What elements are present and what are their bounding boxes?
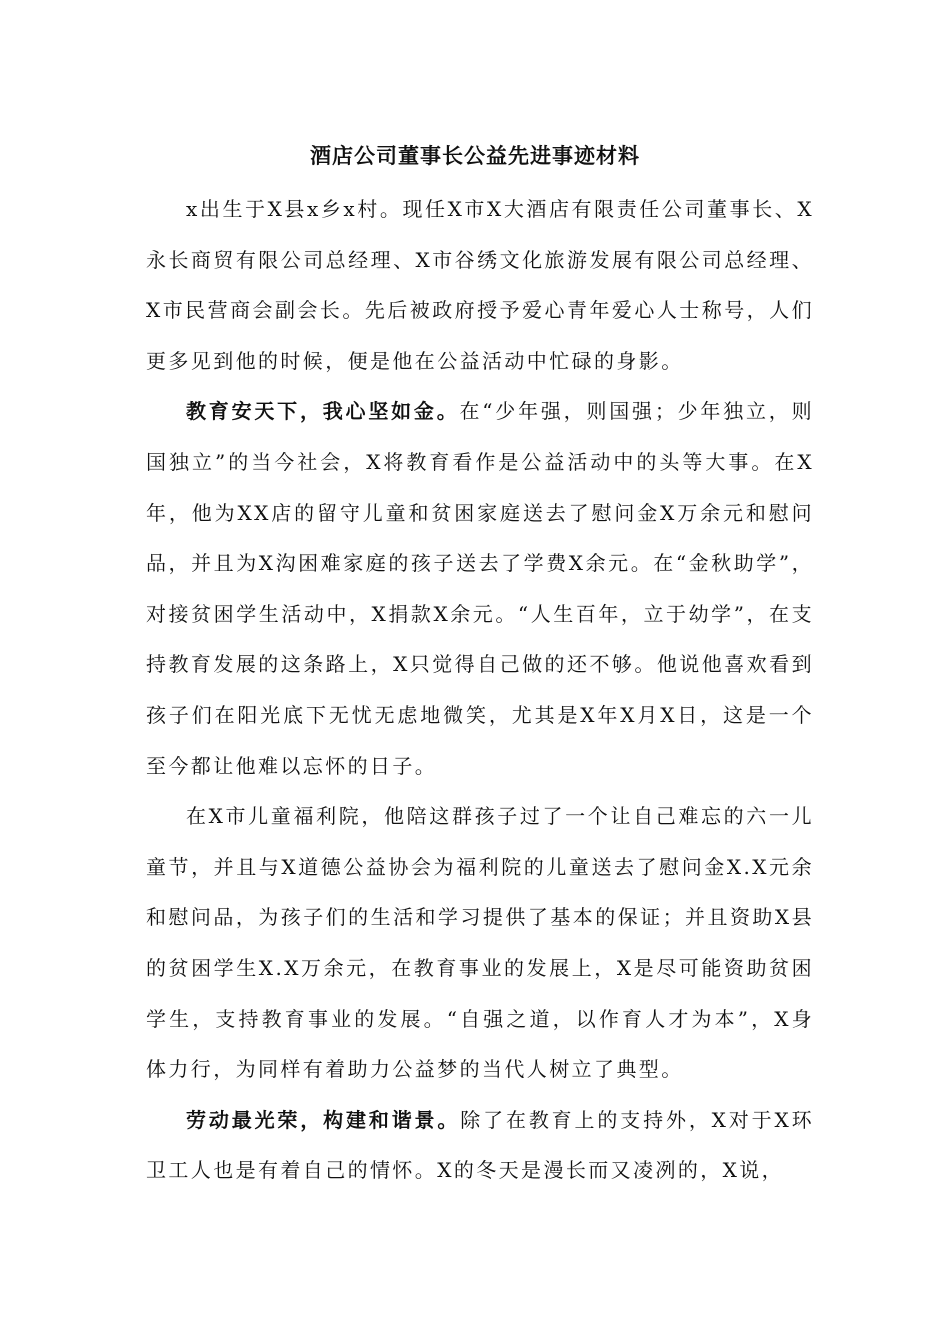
- document-title: 酒店公司董事长公益先进事迹材料: [310, 143, 640, 168]
- paragraph-lead: 教育安天下，我心坚如金。: [186, 399, 460, 424]
- paragraph-intro: [146, 184, 814, 386]
- paragraph-lead: 劳动最光荣，构建和谐景。: [186, 1107, 461, 1132]
- paragraph-text: x出生于X县x乡x村。现任X市X大酒店有限责任公司董事长、X永长商贸有限公司总经理、X市谷绣文化旅游发展有限公司总经理、X市民营商会副会长。先后被政府授予爱心青年爱心人士称号，人们更多见到他的时候，便是他在公益活动中忙碌的身影。: [146, 197, 814, 373]
- document-body: [146, 184, 814, 1196]
- paragraph-labor: [146, 1095, 814, 1196]
- paragraph-welfare: [146, 791, 814, 1095]
- paragraph-text: 在X市儿童福利院，他陪这群孩子过了一个让自己难忘的六一儿童节，并且与X道德公益协会为福利院的儿童送去了慰问金X.X元余和慰问品，为孩子们的生活和学习提供了基本的保证；并且资助X县的贫困学生X.X万余元，在教育事业的发展上，X是尽可能资助贫困学生，支持教育事业的发展。“自强之道，以作育人才为本”，X身体力行，为同样有着助力公益梦的当代人树立了典型。: [146, 804, 814, 1082]
- paragraph-text: 除了在教育上的支持外，X对于X环卫工人也是有着自己的情怀。X的冬天是漫长而又凌冽的，X说，: [146, 1107, 814, 1183]
- paragraph-text: 在“少年强，则国强；少年独立，则国独立”的当今社会，X将教育看作是公益活动中的头等大事。在X年，他为XX店的留守儿童和贫困家庭送去了慰问金X万余元和慰问品，并且为X沟困难家庭的孩子送去了学费X余元。在“金秋助学”，对接贫困学生活动中，X捐款X余元。“人生百年，立于幼学”，在支持教育发展的这条路上，X只觉得自己做的还不够。他说他喜欢看到孩子们在阳光底下无忧无虑地微笑，尤其是X年X月X日，这是一个至今都让他难以忘怀的日子。: [146, 399, 814, 778]
- paragraph-education: [146, 386, 814, 791]
